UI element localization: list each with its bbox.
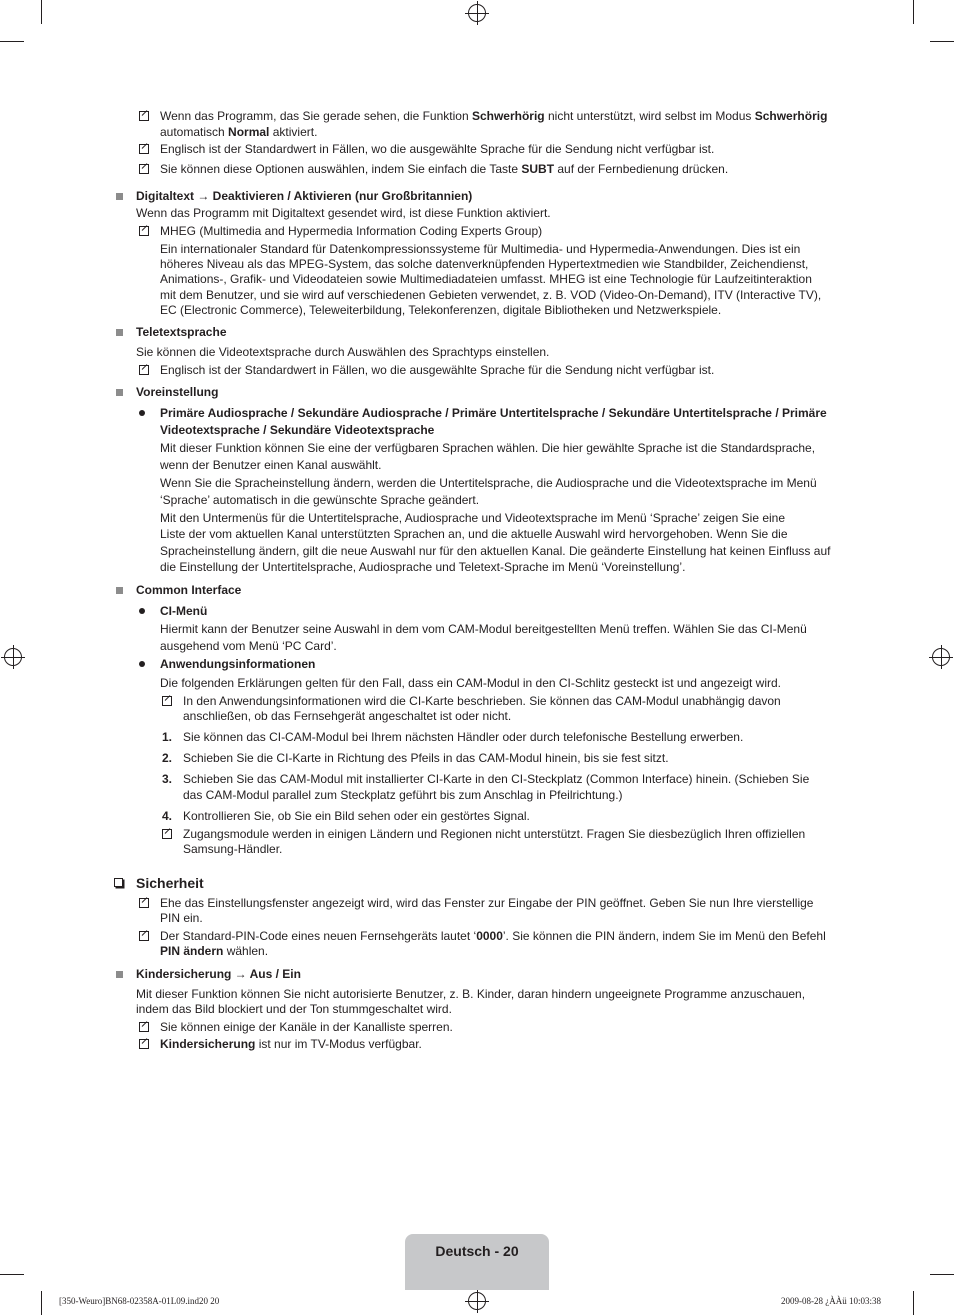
paragraph-line: Mit den Untermenüs für die Untertitelsprache, Audiosprache und Videotextsprache im Menü ‘Sprache’ zeigen Sie eine xyxy=(160,511,786,525)
crop-mark xyxy=(0,41,24,42)
paragraph-line: Mit dieser Funktion können Sie eine der verfügbaren Sprachen wählen. Die hier gewählte Sprache ist die Standardsprache, xyxy=(160,441,816,455)
note-text: PIN ändern wählen. xyxy=(160,944,269,958)
note-text: automatisch Normal aktiviert. xyxy=(160,125,318,139)
paragraph-line: EC (Electronic Commerce), Teleweiterbildung, Telekonferenzen, digitale Bibliotheken und Netzwerkspiele. xyxy=(160,303,722,317)
note-text: Sie können diese Optionen auswählen, indem Sie einfach die Taste SUBT auf der Fernbedienung drücken. xyxy=(160,162,729,176)
note-icon xyxy=(139,931,149,941)
step-text: Kontrollieren Sie, ob Sie ein Bild sehen oder ein gestörtes Signal. xyxy=(183,809,530,823)
step-number: 2. xyxy=(162,751,173,765)
square-bullet-icon xyxy=(116,389,123,396)
crop-mark xyxy=(41,1291,42,1315)
registration-mark-icon xyxy=(932,648,950,666)
note-text: Der Standard-PIN-Code eines neuen Fernsehgeräts lautet ‘0000’. Sie können die PIN ändern, indem Sie im Menü den Befehl xyxy=(160,929,826,943)
note-icon xyxy=(139,1039,149,1049)
square-bullet-icon xyxy=(116,329,123,336)
crop-mark xyxy=(0,1274,24,1275)
paragraph: Wenn das Programm mit Digitaltext gesendet wird, ist diese Funktion aktiviert. xyxy=(136,206,551,220)
menu-heading: Common Interface xyxy=(136,583,242,597)
note-text: MHEG (Multimedia and Hypermedia Information Coding Experts Group) xyxy=(160,224,543,238)
note-icon xyxy=(139,898,149,908)
step-text: Sie können das CI-CAM-Modul bei Ihrem nächsten Händler oder durch telefonische Bestellung erwerben. xyxy=(183,730,744,744)
section-checkbox-icon xyxy=(114,878,123,887)
step-text: das CAM-Modul parallel zum Steckplatz geführt bis zum Anschlag in Pfeilrichtung.) xyxy=(183,788,623,802)
crop-mark xyxy=(913,1291,914,1315)
paragraph: Sie können die Videotextsprache durch Auswählen des Sprachtyps einstellen. xyxy=(136,345,550,359)
note-icon xyxy=(139,144,149,154)
note-icon xyxy=(139,111,149,121)
registration-mark-icon xyxy=(468,4,486,22)
paragraph-line: mit dem Benutzer, und sie wird auf verschiedenen Gebieten verwendet, z. B. VOD (Video-On-Demand), ITV (Interactive TV), xyxy=(160,288,822,302)
paragraph-line: Hiermit kann der Benutzer seine Auswahl in dem vom CAM-Modul bereitgestellten Menü treffen. Wählen Sie das CI-Menü xyxy=(160,622,807,636)
paragraph-line: Wenn Sie die Spracheinstellung ändern, werden die Untertitelsprache, die Audiosprache und die Videotextsprache im Menü xyxy=(160,476,817,490)
bullet-text: Primäre Audiosprache / Sekundäre Audiosprache / Primäre Untertitelsprache / Sekundäre Untertitelsprache / Primäre xyxy=(160,406,827,420)
note-icon xyxy=(139,164,149,174)
registration-mark-icon xyxy=(4,648,22,666)
bullet-icon xyxy=(139,410,145,416)
crop-mark xyxy=(930,41,954,42)
paragraph-line: Ein internationaler Standard für Datenkompressionssysteme für Multimedia- und Hypermedia-Anwendungen. Dies ist ein xyxy=(160,242,801,256)
step-number: 1. xyxy=(162,730,173,744)
bullet-text: Anwendungsinformationen xyxy=(160,657,316,671)
note-text: Ehe das Einstellungsfenster angezeigt wird, wird das Fenster zur Eingabe der PIN geöffnet. Geben Sie nun Ihre vierstellige xyxy=(160,896,814,910)
bullet-icon xyxy=(139,608,145,614)
note-icon xyxy=(162,696,172,706)
footer-file-info: [350-Weuro]BN68-02358A-01L09.ind20 20 xyxy=(59,1296,220,1306)
note-icon xyxy=(139,365,149,375)
note-icon xyxy=(162,829,172,839)
paragraph-line: Animations-, Grafik- und Videodateien sowie Multimediadateien umfasst. MHEG ist eine Technologie für Laufzeitinteraktion xyxy=(160,272,812,286)
step-text: Schieben Sie das CAM-Modul mit installierter CI-Karte in den CI-Steckplatz (Common Interface) hinein. (Schieben Sie xyxy=(183,772,810,786)
page-number: Deutsch - 20 xyxy=(435,1243,519,1259)
paragraph-line: indem das Bild blockiert und der Ton stummgeschaltet wird. xyxy=(136,1002,452,1016)
step-text: Schieben Sie die CI-Karte in Richtung des Pfeils in das CAM-Modul hinein, bis sie fest sitzt. xyxy=(183,751,669,765)
menu-heading: Digitaltext → Deaktivieren / Aktivieren (nur Großbritannien) xyxy=(136,189,473,203)
note-text: Englisch ist der Standardwert in Fällen, wo die ausgewählte Sprache für die Sendung nicht verfügbar ist. xyxy=(160,142,715,156)
note-text: In den Anwendungsinformationen wird die CI-Karte beschrieben. Sie können das CAM-Modul unabhängig davon xyxy=(183,694,781,708)
crop-mark xyxy=(930,1274,954,1275)
menu-heading: Voreinstellung xyxy=(136,385,219,399)
note-text: PIN ein. xyxy=(160,911,203,925)
bullet-icon xyxy=(139,661,145,667)
note-text: Kindersicherung ist nur im TV-Modus verfügbar. xyxy=(160,1037,422,1051)
section-heading: Sicherheit xyxy=(136,875,204,891)
menu-heading: Kindersicherung → Aus / Ein xyxy=(136,967,301,981)
step-number: 3. xyxy=(162,772,173,786)
note-text: Zugangsmodule werden in einigen Ländern und Regionen nicht unterstützt. Fragen Sie diesbezüglich Ihren offiziellen xyxy=(183,827,806,841)
bullet-text: Videotextsprache / Sekundäre Videotextsprache xyxy=(160,423,435,437)
note-text: anschließen, ob das Fernsehgerät angeschaltet ist oder nicht. xyxy=(183,709,512,723)
square-bullet-icon xyxy=(116,971,123,978)
step-number: 4. xyxy=(162,809,173,823)
paragraph-line: Liste der vom aktuellen Kanal unterstützten Sprachen an, und die aktuelle Auswahl wird hervorgehoben. Wenn Sie die xyxy=(160,527,788,541)
note-text: Englisch ist der Standardwert in Fällen, wo die ausgewählte Sprache für die Sendung nicht verfügbar ist. xyxy=(160,363,715,377)
menu-heading: Teletextsprache xyxy=(136,325,227,339)
note-icon xyxy=(139,226,149,236)
paragraph-line: höheres Niveau als das MPEG-System, das solche datenverknüpfenden Hypertextmedien wie Standbilder, Zeichendienst, xyxy=(160,257,809,271)
crop-mark xyxy=(913,0,914,24)
square-bullet-icon xyxy=(116,587,123,594)
crop-mark xyxy=(41,0,42,24)
paragraph-line: ausgehend vom Menü ‘PC Card’. xyxy=(160,639,337,653)
note-text: Wenn das Programm, das Sie gerade sehen, die Funktion Schwerhörig nicht unterstützt, wird selbst im Modus Schwerhörig xyxy=(160,109,828,123)
note-icon xyxy=(139,1022,149,1032)
footer-date: 2009-08-28 ¿ÀÀü 10:03:38 xyxy=(781,1296,881,1306)
note-text: Samsung-Händler. xyxy=(183,842,283,856)
paragraph-line: ‘Sprache’ automatisch in die gewünschte Sprache geändert. xyxy=(160,493,480,507)
paragraph-line: Mit dieser Funktion können Sie nicht autorisierte Benutzer, z. B. Kinder, daran hindern ungeeignete Programme anzuschauen, xyxy=(136,987,806,1001)
paragraph-line: Spracheinstellung ändern, gilt die neue Auswahl nur für den aktuellen Kanal. Die geänderte Einstellung hat keinen Einfluss auf xyxy=(160,544,831,558)
bullet-text: CI-Menü xyxy=(160,604,208,618)
square-bullet-icon xyxy=(116,193,123,200)
paragraph-line: wenn der Benutzer einen Kanal auswählt. xyxy=(160,458,382,472)
paragraph-line: Die folgenden Erklärungen gelten für den Fall, dass ein CAM-Modul in den CI-Schlitz gesteckt ist und angezeigt wird. xyxy=(160,676,781,690)
note-text: Sie können einige der Kanäle in der Kanalliste sperren. xyxy=(160,1020,453,1034)
paragraph-line: die Einstellung der Untertitelsprache, Audiosprache und Teletext-Sprache im Menü ‘Voreinstellung’. xyxy=(160,560,686,574)
registration-mark-icon xyxy=(468,1292,486,1310)
